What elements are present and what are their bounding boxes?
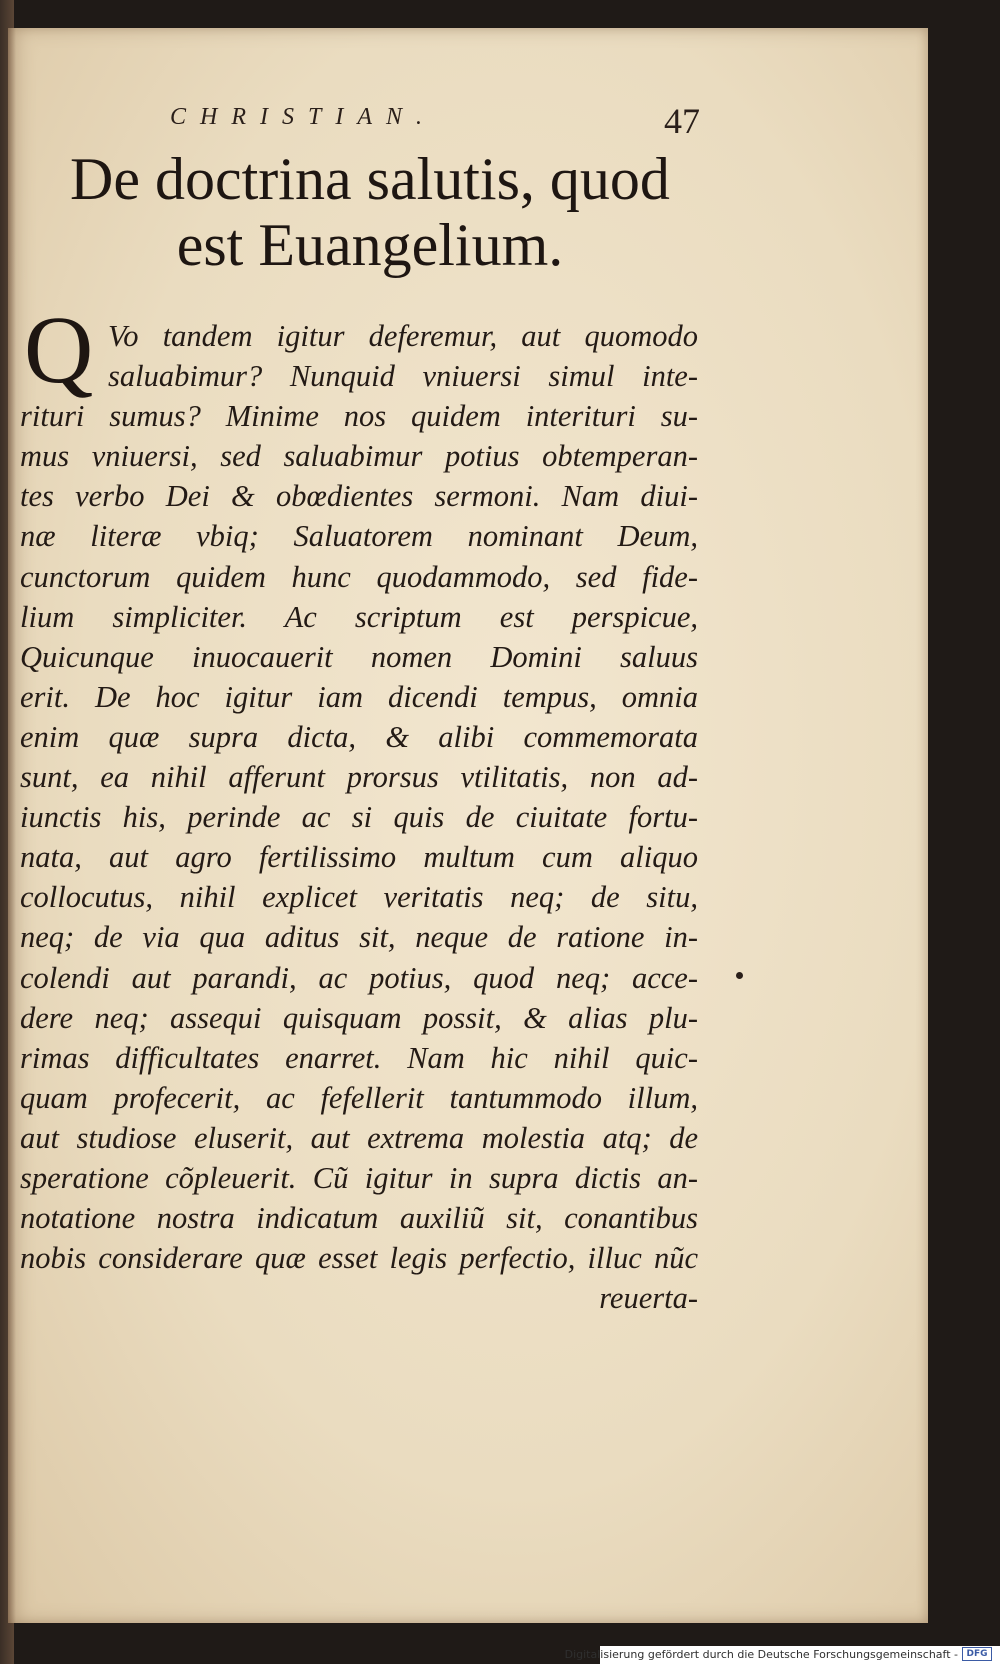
text-line: Quicunque inuocauerit nomen Domini saluus bbox=[20, 639, 698, 674]
chapter-title bbox=[40, 146, 700, 278]
text-line: rituri sumus? Minime nos quidem interituri su- bbox=[20, 399, 698, 434]
text-line: saluabimur? Nunquid vniuersi simul inte- bbox=[108, 359, 698, 394]
dfg-logo: DFG bbox=[962, 1647, 992, 1661]
running-head: CHRISTIAN. bbox=[170, 104, 436, 130]
text-line: mus vniuersi, sed saluabimur potius obtemperan- bbox=[20, 439, 698, 474]
digitization-credit: Digitalisierung gefördert durch die Deutsche Forschungsgemeinschaft - bbox=[564, 1648, 958, 1661]
text-line: nobis considerare quæ esset legis perfectio, illuc nũc bbox=[20, 1241, 698, 1276]
text-line: colendi aut parandi, ac potius, quod neq; acce- bbox=[20, 960, 698, 995]
text-line: aut studiose eluserit, aut extrema molestia atq; de bbox=[20, 1120, 698, 1155]
page-fold-shadow bbox=[8, 28, 16, 1623]
text-line: iunctis his, perinde ac si quis de ciuitate fortu- bbox=[20, 800, 698, 835]
text-line: tes verbo Dei & obœdientes sermoni. Nam diui- bbox=[20, 479, 698, 514]
text-line: erit. De hoc igitur iam dicendi tempus, omnia bbox=[20, 679, 698, 714]
text-line: sunt, ea nihil afferunt prorsus vtilitatis, non ad- bbox=[20, 760, 698, 795]
text-line: Vo tandem igitur deferemur, aut quomodo bbox=[108, 319, 698, 353]
text-line: speratione cõpleuerit. Cũ igitur in supra dictis an- bbox=[20, 1160, 698, 1195]
title-line: est Euangelium. bbox=[176, 212, 564, 278]
ink-speck bbox=[736, 972, 743, 979]
text-line: rimas difficultates enarret. Nam hic nihil quic- bbox=[20, 1040, 698, 1075]
text-line: quam profecerit, ac fefellerit tantummodo illum, bbox=[20, 1080, 698, 1115]
page-number: 47 bbox=[664, 101, 700, 141]
title-line: De doctrina salutis, quod bbox=[70, 146, 670, 212]
text-line: enim quæ supra dicta, & alibi commemorata bbox=[20, 719, 698, 754]
text-line: neq; de via qua aditus sit, neque de ratione in- bbox=[20, 920, 698, 955]
text-line: dere neq; assequi quisquam possit, & alias plu- bbox=[20, 1000, 698, 1035]
text-line: cunctorum quidem hunc quodammodo, sed fide- bbox=[20, 559, 698, 594]
text-line: lium simpliciter. Ac scriptum est perspicue, bbox=[20, 599, 698, 634]
drop-cap: Q bbox=[24, 296, 94, 403]
body-text bbox=[20, 316, 698, 1318]
text-line: næ literæ vbiq; Saluatorem nominant Deum, bbox=[20, 519, 698, 554]
catchword: reuerta- bbox=[599, 1281, 698, 1316]
text-line: nata, aut agro fertilissimo multum cum aliquo bbox=[20, 840, 698, 875]
text-line: collocutus, nihil explicet veritatis neq; de situ, bbox=[20, 880, 698, 915]
text-line: notatione nostra indicatum auxiliũ sit, conantibus bbox=[20, 1201, 698, 1236]
